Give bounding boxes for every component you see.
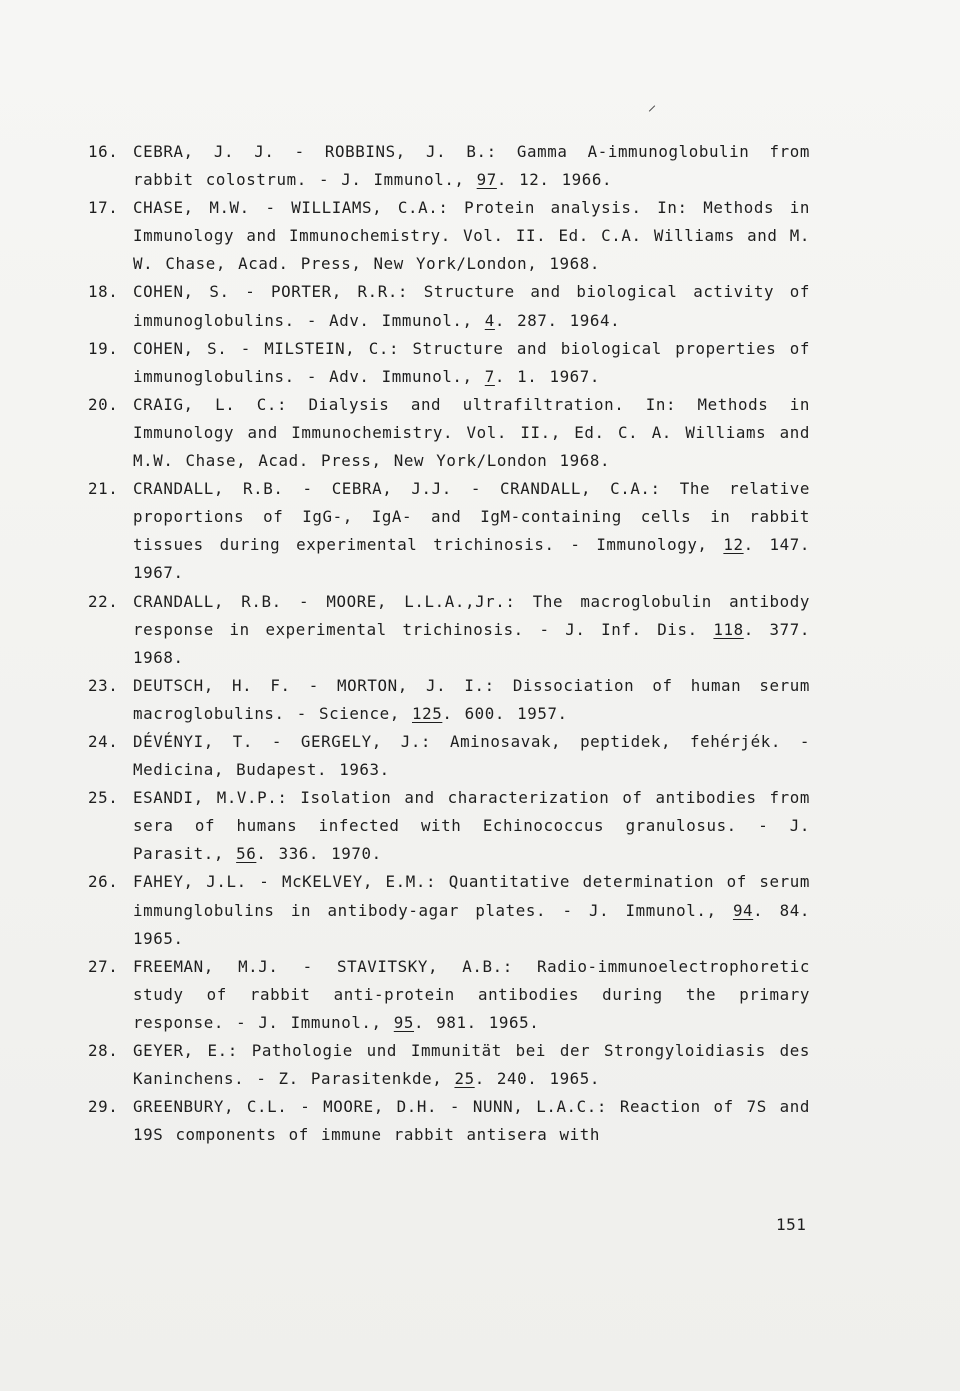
reference-volume: 56 bbox=[236, 844, 257, 864]
reference-title: Dissociation of human serum macroglobulins. - Science, bbox=[133, 675, 810, 723]
reference-number: 21. bbox=[88, 479, 119, 499]
reference-text bbox=[133, 278, 810, 334]
reference-text bbox=[133, 391, 810, 475]
reference-text bbox=[133, 138, 810, 194]
reference-authors: CEBRA, J. J. - ROBBINS, J. B.: bbox=[133, 142, 497, 161]
reference-text bbox=[133, 953, 810, 1037]
reference-entry bbox=[88, 728, 810, 784]
reference-entry bbox=[88, 868, 810, 952]
reference-text bbox=[133, 1093, 810, 1149]
reference-title: The relative proportions of IgG-, IgA- and IgM-containing cells in rabbit tissues during experimental trichinosis. - Immunology, bbox=[133, 479, 810, 555]
reference-authors: FAHEY, J.L. - McKELVEY, E.M.: bbox=[133, 872, 437, 892]
reference-authors: FREEMAN, M.J. - STAVITSKY, A.B.: bbox=[133, 956, 513, 976]
reference-pages-year: . 1. 1967. bbox=[494, 366, 601, 386]
reference-authors: ESANDI, M.V.P.: bbox=[133, 788, 288, 808]
reference-authors: CRANDALL, R.B. - CEBRA, J.J. - CRANDALL, C.A.: bbox=[133, 479, 661, 499]
reference-number: 27. bbox=[88, 956, 119, 976]
reference-entry bbox=[88, 475, 810, 587]
reference-volume: 94 bbox=[732, 900, 754, 920]
reference-list bbox=[88, 138, 810, 1149]
pencil-mark bbox=[649, 105, 655, 111]
reference-entry bbox=[88, 138, 810, 194]
reference-volume: 95 bbox=[393, 1012, 415, 1032]
reference-number: 23. bbox=[88, 675, 119, 695]
reference-entry bbox=[88, 335, 810, 391]
reference-entry bbox=[88, 1093, 810, 1149]
reference-number: 16. bbox=[88, 142, 119, 161]
reference-title: Pathologie und Immunität bei der Strongyloidiasis des Kaninchens. - Z. Parasitenkde, bbox=[133, 1041, 810, 1089]
reference-text bbox=[133, 784, 810, 868]
reference-entry bbox=[88, 953, 810, 1037]
reference-authors: COHEN, S. - MILSTEIN, C.: bbox=[133, 338, 400, 358]
reference-text bbox=[133, 728, 810, 784]
reference-title: The macroglobulin antibody response in experimental trichinosis. - J. Inf. Dis. bbox=[133, 591, 810, 639]
reference-authors: GREENBURY, C.L. - MOORE, D.H. - NUNN, L.A.C.: bbox=[133, 1097, 607, 1117]
reference-volume: 97 bbox=[476, 170, 497, 190]
reference-authors: DÉVÉNYI, T. - GERGELY, J.: bbox=[133, 731, 432, 751]
reference-title: Isolation and characterization of antibodies from sera of humans infected with Echinococcus granulosus. - J. Parasit., bbox=[133, 788, 810, 864]
reference-title: Aminosavak, peptidek, fehérjék. - Medicina, Budapest. 1963. bbox=[133, 731, 810, 780]
reference-entry bbox=[88, 278, 810, 334]
reference-title: Reaction of 7S and 19S components of immune rabbit antisera with bbox=[133, 1097, 810, 1145]
reference-entry bbox=[88, 672, 810, 728]
reference-volume: 7 bbox=[484, 366, 495, 386]
page-number: 151 bbox=[776, 1215, 807, 1234]
reference-pages-year: . 377. 1968. bbox=[133, 619, 810, 667]
reference-text bbox=[133, 194, 810, 278]
reference-number: 18. bbox=[88, 282, 119, 302]
reference-authors: CRAIG, L. C.: bbox=[133, 394, 288, 414]
reference-title: Structure and biological activity of immunoglobulins. - Adv. Immunol., bbox=[133, 282, 810, 330]
reference-text bbox=[133, 672, 810, 728]
reference-pages-year: . 600. 1957. bbox=[442, 703, 568, 723]
reference-pages-year: . 336. 1970. bbox=[256, 844, 382, 864]
reference-volume: 12 bbox=[723, 535, 744, 555]
reference-number: 25. bbox=[88, 788, 119, 808]
reference-text bbox=[133, 588, 810, 672]
reference-volume: 25 bbox=[454, 1069, 475, 1089]
reference-title: Structure and biological properties of immunoglobulins. - Adv. Immunol., bbox=[133, 338, 810, 386]
reference-number: 17. bbox=[88, 198, 119, 218]
reference-pages-year: . 12. 1966. bbox=[496, 170, 613, 190]
reference-number: 19. bbox=[88, 338, 119, 358]
reference-number: 20. bbox=[88, 394, 119, 414]
reference-entry bbox=[88, 194, 810, 278]
reference-entry bbox=[88, 1037, 810, 1093]
reference-entry bbox=[88, 588, 810, 672]
reference-text bbox=[133, 335, 810, 391]
reference-pages-year: . 84. 1965. bbox=[133, 900, 810, 948]
reference-authors: GEYER, E.: bbox=[133, 1041, 238, 1060]
reference-number: 26. bbox=[88, 872, 119, 892]
reference-number: 24. bbox=[88, 731, 119, 751]
reference-text bbox=[133, 868, 810, 952]
reference-pages-year: . 240. 1965. bbox=[474, 1069, 601, 1089]
reference-authors: CRANDALL, R.B. - MOORE, L.L.A.,Jr.: bbox=[133, 591, 516, 611]
reference-title: Quantitative determination of serum immunglobulins in antibody-agar plates. - J. Immunol., bbox=[133, 872, 810, 920]
reference-volume: 4 bbox=[484, 310, 495, 330]
reference-text bbox=[133, 475, 810, 587]
reference-title: Protein analysis. In: Methods in Immunology and Immunochemistry. Vol. II. Ed. C.A. Williams and M. W. Chase, Acad. Press, New York/London, 1968. bbox=[133, 198, 810, 274]
reference-pages-year: . 287. 1964. bbox=[494, 310, 621, 330]
reference-entry bbox=[88, 784, 810, 868]
reference-title: Dialysis and ultrafiltration. In: Methods in Immunology and Immunochemistry. Vol. II., Ed. C. A. Williams and M.W. Chase, Acad. Press, New York/London 1968. bbox=[133, 394, 810, 471]
reference-title: Gamma A-immunoglobulin from rabbit colostrum. - J. Immunol., bbox=[133, 142, 810, 190]
reference-title: Radio-immunoelectrophoretic study of rabbit anti-protein antibodies during the primary response. - J. Immunol., bbox=[133, 956, 810, 1032]
reference-authors: COHEN, S. - PORTER, R.R.: bbox=[133, 282, 409, 302]
reference-authors: DEUTSCH, H. F. - MORTON, J. I.: bbox=[133, 675, 495, 695]
reference-text bbox=[133, 1037, 810, 1093]
reference-pages-year: . 981. 1965. bbox=[414, 1012, 540, 1032]
reference-number: 29. bbox=[88, 1097, 119, 1117]
reference-volume: 118 bbox=[713, 619, 744, 639]
reference-pages-year: . 147. 1967. bbox=[133, 535, 810, 583]
reference-volume: 125 bbox=[412, 703, 443, 723]
reference-authors: CHASE, M.W. - WILLIAMS, C.A.: bbox=[133, 198, 449, 218]
reference-entry bbox=[88, 391, 810, 475]
reference-number: 28. bbox=[88, 1041, 119, 1060]
reference-number: 22. bbox=[88, 591, 119, 611]
